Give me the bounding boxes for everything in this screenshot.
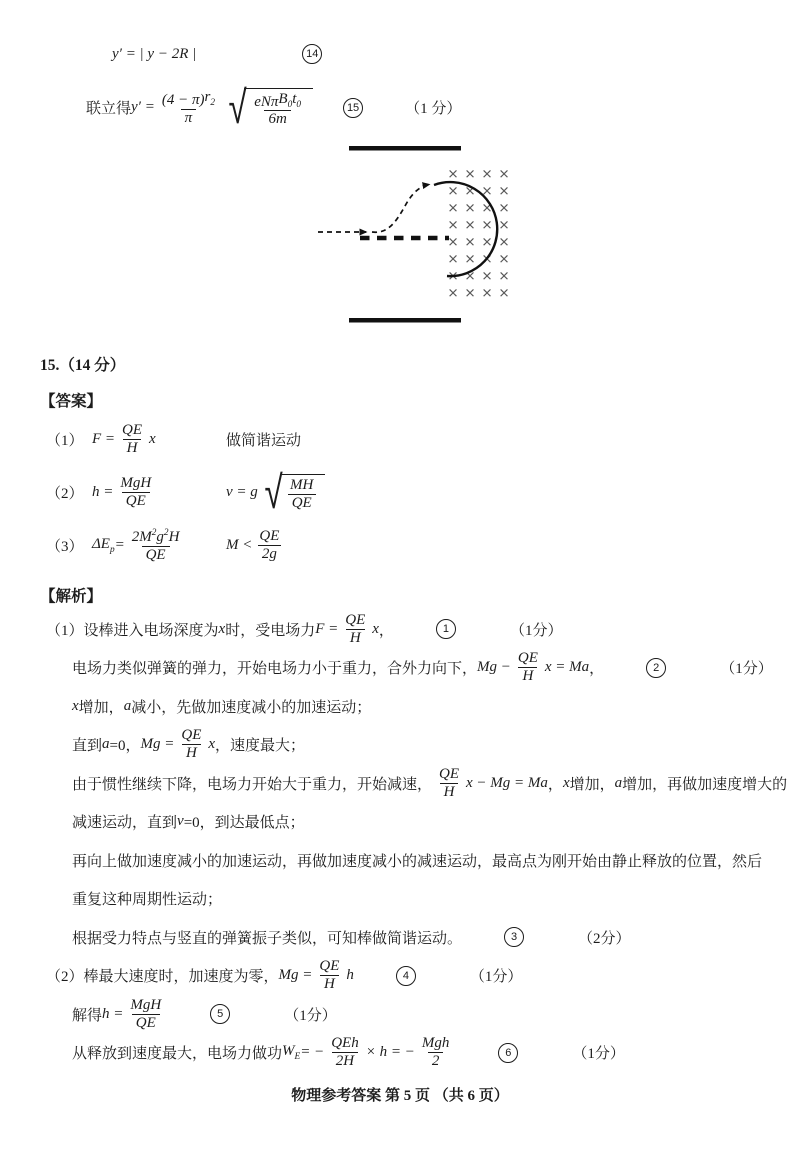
field-into-page-symbol: × [481,251,493,267]
field-into-page-symbol: × [481,268,493,284]
answer-item-number: （3） [46,539,84,555]
magnetic-field-diagram [0,138,800,345]
field-into-page-symbol: × [464,251,476,267]
answer-label: 【答案】 [40,393,103,410]
deflected-dashed-path [372,185,429,233]
equation-15 [86,80,800,136]
score-label: （1分） [284,1007,337,1024]
field-into-page-symbol: × [498,183,510,199]
field-into-page-symbol: × [464,166,476,182]
field-into-page-symbol: × [464,268,476,284]
top-plate [349,146,461,151]
circled-step-number: 14 [302,44,322,64]
score-label: （1分） [572,1046,625,1063]
page-footer: 物理参考答案 第 5 页 （共 6 页） [291,1088,509,1104]
field-into-page-symbol: × [498,200,510,216]
field-into-page-symbol: × [447,183,459,199]
physics-answer-page [0,42,800,1105]
question-number: 15.（14 分） [40,357,126,374]
score-label: （1分） [720,661,773,678]
bottom-plate [349,318,461,323]
field-into-page-symbol: × [447,268,459,284]
answer-note: 做简谐运动 [226,433,302,449]
field-region [447,166,509,301]
solution-line-6: 减速运动，直到 v =0，到达最低点； [72,813,305,832]
score-label: （1 分） [405,101,462,118]
field-into-page-symbol: × [447,200,459,216]
field-into-page-symbol: × [498,217,510,233]
field-into-page-symbol: × [447,217,459,233]
score-label: （2分） [578,930,631,947]
solution-line-4: 直到 a =0， Mg = $\frac{QE}{H}$ x ，速度最大； [72,727,306,762]
diagram-svg [292,138,532,345]
equation-15-formula: 联立得 y′ = (4 − π) $r_2$ π √ eNπ $B_0$ $t_0$ 6m 15 （1 分） [86,80,462,135]
field-into-page-symbol: × [498,285,510,301]
field-into-page-symbol: × [447,251,459,267]
answer-row-2 [46,464,800,519]
field-into-page-symbol: × [481,166,493,182]
answer-item-number: （2） [46,486,84,502]
radical-sign: √ [228,80,247,135]
circled-step-number: 6 [498,1043,518,1063]
field-into-page-symbol: × [447,285,459,301]
field-into-page-symbol: × [481,217,493,233]
circled-step-number: 1 [436,619,456,639]
solution-line-10: （2）棒最大速度时，加速度为零， Mg = $\frac{QE}{H}$ h 4 （1分） [46,958,523,993]
solution-line-2: 电场力类似弹簧的弹力，开始电场力小于重力，合外力向下， Mg − $\frac{QE}{H}$ x = Ma ， 2 （1分） [72,650,773,685]
circled-step-number: 4 [396,966,416,986]
field-into-page-symbol: × [481,234,493,250]
circled-step-number: 15 [343,98,363,118]
field-into-page-symbol: × [481,285,493,301]
equation-14 [112,42,800,66]
circled-step-number: 2 [646,658,666,678]
solution-section [46,610,800,1072]
analysis-label: 【解析】 [40,588,103,605]
field-into-page-symbol: × [481,200,493,216]
solution-line-7: 再向上做加速度减小的加速运动，再做加速度减小的减速运动，最高点为刚开始由静止释放的位置，然后 [72,853,763,870]
circled-step-number: 5 [210,1004,230,1024]
answer-formula-2: M < $\frac{QE}{2g}$ [226,528,280,562]
answer-formula: $\Delta E_p$ = 2 $M^2$ $g^2$ H QE [92,527,180,563]
field-into-page-symbol: × [498,234,510,250]
answer-formula: h = $\frac{\text{MgH}}{QE}$ [92,475,152,509]
solution-line-11: 解得 h = $\frac{\text{MgH}}{QE}$ 5 （1分） [72,996,337,1031]
solution-line-9: 根据受力特点与竖直的弹簧振子类似，可知棒做简谐运动。 3 （2分） [72,918,800,957]
field-into-page-symbol: × [498,268,510,284]
solution-line-3: x 增加， a 减小，先做加速度减小的加速运动； [72,697,372,716]
field-into-page-symbol: × [464,285,476,301]
score-label: （1分） [469,969,523,986]
solution-line-1: （1）设棒进入电场深度为 x 时，受电场力 F = $\frac{QE}{H}$ x ， 1 （1分） [46,611,563,646]
answer-formula: F = $\frac{QE}{H}$ x [92,422,156,456]
equation-14-formula: y′ = | y − 2R | 14 [112,44,322,64]
answer-item-number: （1） [46,433,84,449]
field-into-page-symbol: × [464,217,476,233]
solution-line-8: 重复这种周期性运动； [72,892,223,909]
field-into-page-symbol: × [498,166,510,182]
answer-formula-2: v = g √ $\frac{MH}{QE}$ [226,473,325,512]
answer-row-1 [46,415,800,464]
field-into-page-symbol: × [447,166,459,182]
field-into-page-symbol: × [464,234,476,250]
field-into-page-symbol: × [447,234,459,250]
radical-sign: √ [264,464,283,519]
field-into-page-symbol: × [464,200,476,216]
field-into-page-symbol: × [498,251,510,267]
solution-line-12: 从释放到速度最大，电场力做功 $W_E$ = − $\frac{\text{QEh}}{2H}$ × h = − $\frac{\text{Mgh}}{2}$ 6 （1分） [72,1035,625,1070]
solution-line-5: 由于惯性继续下降，电场力开始大于重力，开始减速， $\frac{QE}{H}$ x − Mg = Ma ， x 增加， a 增加，再做加速度增大的 [72,765,788,800]
field-into-page-symbol: × [464,183,476,199]
answer-row-3 [46,521,800,570]
field-into-page-symbol: × [481,183,493,199]
circled-step-number: 3 [504,927,524,947]
score-label: （1分） [509,622,563,639]
